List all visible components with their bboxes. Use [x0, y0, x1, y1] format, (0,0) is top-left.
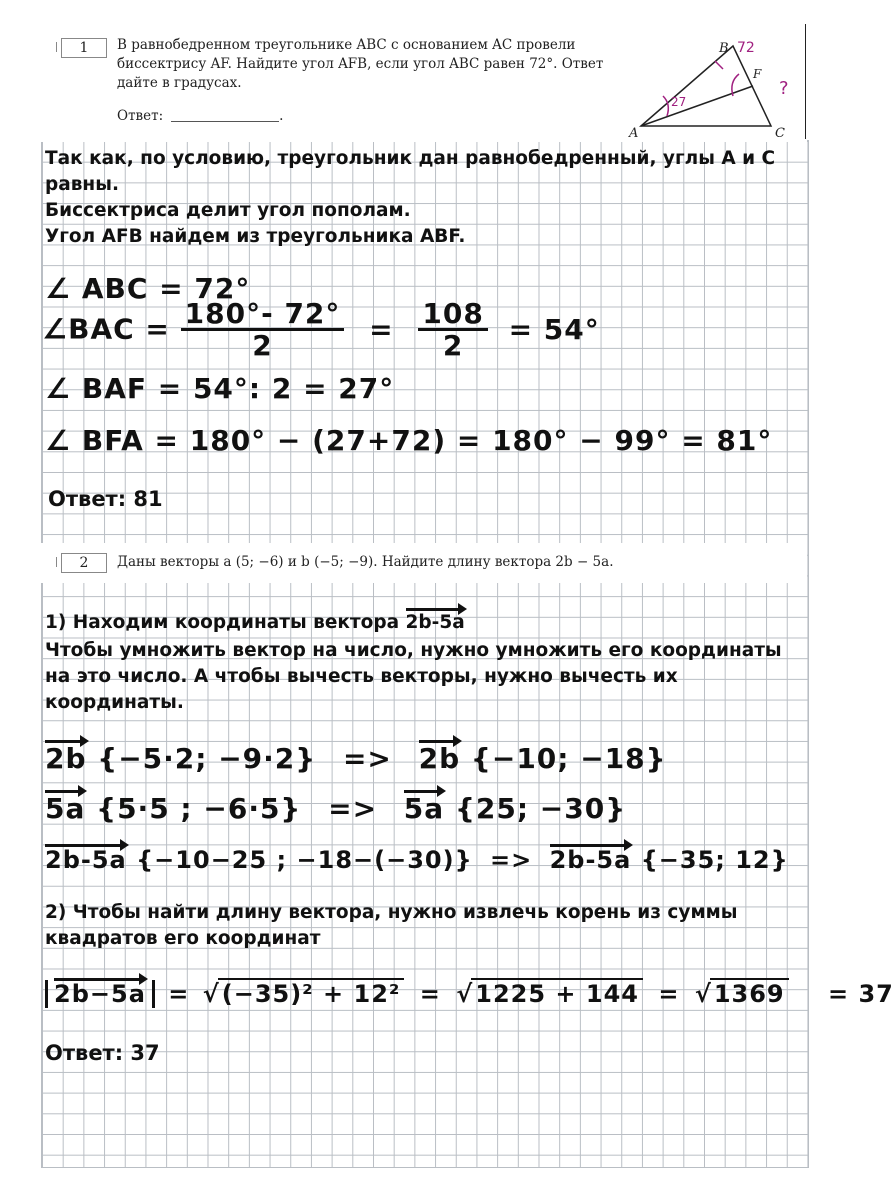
eq-bac-lhs: ∠BAC = [42, 312, 170, 346]
vec-2b-5a-result: 2b-5a [549, 846, 632, 874]
angle-b-value: 72 [737, 40, 755, 56]
sqrt-sign-1: √ [202, 980, 220, 1008]
solution1-answer: Ответ: 81 [48, 487, 163, 511]
len-result: = 37 [827, 980, 894, 1008]
res-2b: {−10; −18} [470, 742, 667, 775]
task-number: 1 [61, 38, 107, 58]
expr-5a: {5·5 ; −6·5} [96, 792, 302, 825]
vec-2b-result: 2b [418, 742, 461, 775]
vec-5a: 5a [45, 792, 86, 825]
triangle-figure [623, 34, 805, 142]
len-eq-3: = [658, 980, 680, 1008]
arrow-1: => [342, 742, 392, 775]
radicand-2: 1225 + 144 [471, 978, 643, 1008]
step1-title [45, 610, 465, 636]
task-2-block [41, 543, 807, 583]
fraction-2-num: 108 [418, 300, 487, 331]
vector-line-1 [45, 742, 667, 775]
equation-bfa: ∠ BFA = 180° − (27+72) = 180° − 99° = 81° [45, 424, 773, 457]
label-a: A [629, 126, 639, 141]
len-vector: 2b−5a [54, 980, 146, 1008]
vec-5a-result: 5a [403, 792, 445, 825]
vector-line-2 [45, 792, 626, 825]
radicand-1: (−35)² + 12² [218, 978, 405, 1008]
vec-2b-5a: 2b-5a [45, 846, 127, 874]
label-b: B [719, 41, 729, 56]
step2-explanation: 2) Чтобы найти длину вектора, нужно извлечь корень из суммы квадратов его координат [45, 902, 738, 949]
res-5a: {25; −30} [454, 792, 627, 825]
expr-2b-5a: {−10−25 ; −18−(−30)} [136, 846, 473, 874]
fraction-1-den: 2 [252, 329, 273, 362]
task-text: Даны векторы a (5; −6) и b (−5; −9). Найдите длину вектора 2b − 5a. [117, 554, 614, 570]
task-text: В равнобедренном треугольнике ABC с основанием AC провели биссектрису AF. Найдите угол AFB, если угол ABC равен 72°. Ответ дайте в градусах. [117, 37, 604, 91]
radicand-3: 1369 [710, 978, 789, 1008]
length-line [45, 978, 894, 1008]
answer-blank [171, 121, 279, 122]
len-eq-1: = [168, 980, 190, 1008]
res-2b-5a: {−35; 12} [640, 846, 789, 874]
equation-baf: ∠ BAF = 54°: 2 = 27° [45, 372, 395, 405]
fraction-1-num: 180°- 72° [181, 300, 345, 331]
page-margin-line [805, 24, 806, 139]
eq-bac-equals: = [369, 312, 394, 346]
task-1-block [41, 30, 807, 142]
solution1-paragraph-1: Так как, по условию, треугольник дан равнобедренный, углы А и С равны. [45, 148, 776, 195]
fraction-1 [181, 297, 345, 362]
question-mark: ? [779, 78, 789, 99]
arrow-3: => [490, 846, 533, 874]
vector-line-3 [45, 846, 789, 874]
label-f: F [753, 67, 762, 81]
len-eq-2: = [419, 980, 441, 1008]
sqrt-sign-3: √ [694, 980, 712, 1008]
solution1-paragraph-2: Биссектриса делит угол пополам. [45, 200, 411, 221]
equation-abc: ∠ ABC = 72° [45, 272, 251, 305]
solution2-answer: Ответ: 37 [45, 1041, 160, 1065]
fraction-2-den: 2 [442, 329, 464, 362]
task-number: 2 [61, 553, 107, 573]
answer-line [117, 108, 283, 124]
step1-explanation: Чтобы умножить вектор на число, нужно умножить его координаты на это число. А чтобы вычесть векторы, нужно вычесть их координаты. [45, 640, 782, 713]
answer-dot: . [279, 108, 284, 124]
step1-title-text: 1) Находим координаты вектора [45, 612, 400, 633]
step1-vector: 2b-5a [406, 610, 465, 636]
label-c: C [775, 126, 785, 141]
solution1-paragraph-3: Угол AFB найдем из треугольника ABF. [45, 226, 466, 247]
vec-2b: 2b [45, 742, 87, 775]
fraction-2 [418, 297, 487, 362]
abs-vector [45, 980, 155, 1008]
arrow-2: => [328, 792, 378, 825]
answer-label: Ответ: [117, 108, 164, 124]
angle-a-value: 27 [671, 95, 687, 109]
eq-bac-rhs: = 54° [508, 312, 600, 346]
expr-2b: {−5·2; −9·2} [97, 742, 317, 775]
equation-bac [42, 297, 600, 362]
sqrt-sign-2: √ [456, 980, 474, 1008]
